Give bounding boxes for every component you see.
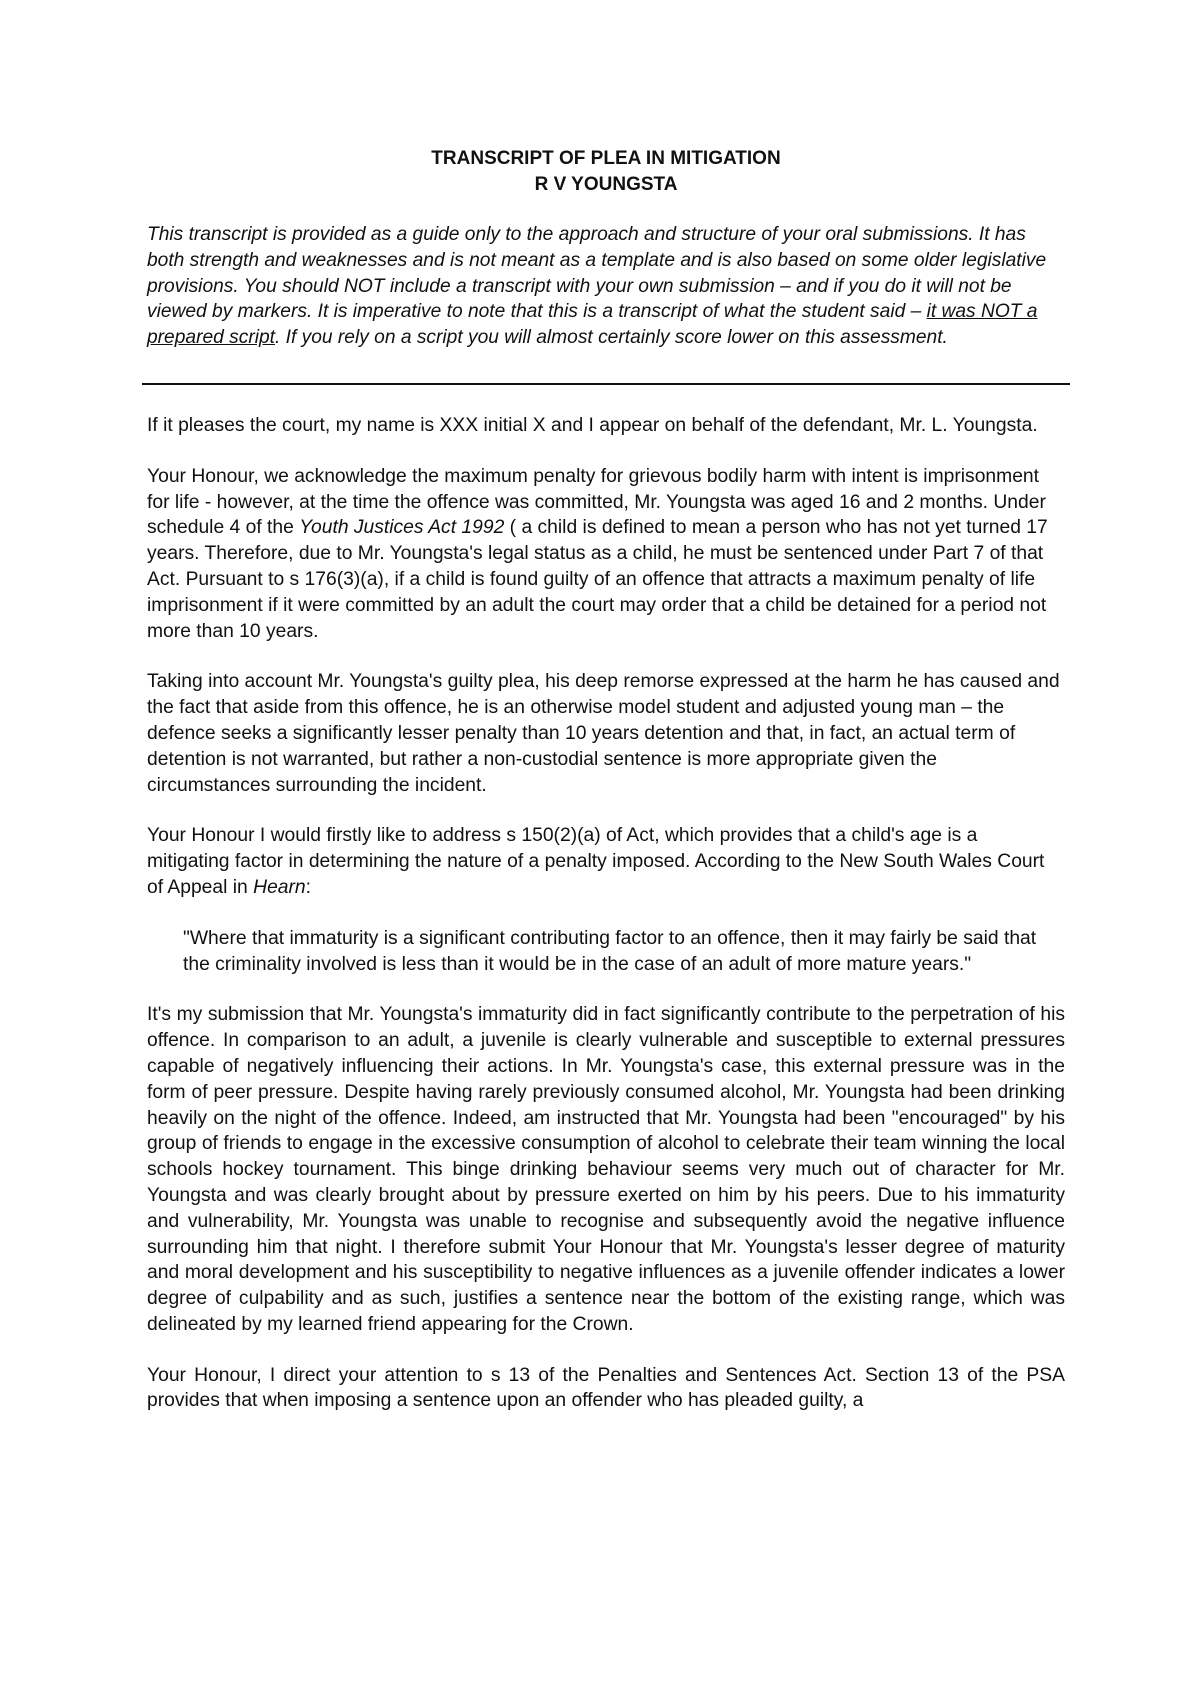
- document-content: [147, 146, 1065, 1439]
- block-quote: "Where that immaturity is a significant contributing factor to an offence, then it may fairly be said that the criminality involved is less than it would be in the case of an adult of more mature years.": [183, 927, 1037, 975]
- case-name: Hearn: [253, 876, 306, 898]
- intro-note-text-end: . If you rely on a script you will almost certainly score lower on this assessment.: [274, 327, 948, 349]
- paragraph-text: Your Honour, we acknowledge the maximum penalty for grievous bodily harm with intent is imprisonment for life - however, at the time the offence was committed, Mr. Youngsta was aged 16 and 2 months. Under schedule 4 of the: [147, 465, 1046, 539]
- paragraph-age-mitigation: [147, 823, 1065, 900]
- paragraph-immaturity-submission: It's my submission that Mr. Youngsta's immaturity did in fact significantly contribute to the perpetration of his offence. In comparison to an adult, a juvenile is clearly vulnerable and susceptible to external pressures capable of negatively influencing their actions. In Mr. Youngsta's case, this external pressure was in the form of peer pressure. Despite having rarely previously consumed alcohol, Mr. Youngsta had been drinking heavily on the night of the offence. Indeed, am instructed that Mr. Youngsta had been "encouraged" by his group of friends to engage in the excessive consumption of alcohol to celebrate their team winning the local schools hockey tournament. This binge drinking behaviour seems very much out of character for Mr. Youngsta and was clearly brought about by pressure exerted on him by his peers. Due to his immaturity and vulnerability, Mr. Youngsta was unable to recognise and subsequently avoid the negative influence surrounding him that night. I therefore submit Your Honour that Mr. Youngsta's lesser degree of maturity and moral development and his susceptibility to negative influences as a juvenile offender indicates a lower degree of culpability and as such, justifies a sentence near the bottom of the existing range, which was delineated by my learned friend appearing for the Crown.: [147, 1004, 1065, 1335]
- act-name: Youth Justices Act 1992: [299, 517, 505, 539]
- paragraph-text: ( a child is defined to mean a person who has not yet turned 17 years. Therefore, due to Mr. Youngsta's legal status as a child, he must be sentenced under Part 7 of that Act. Pursuant to s 176(3)(a), if a child is found guilty of an offence that attracts a maximum penalty of life imprisonment if it were committed by an adult the court may order that a child be detained for a period not more than 10 years.: [147, 517, 1048, 642]
- paragraph-text: :: [305, 876, 312, 898]
- title-line-1: TRANSCRIPT OF PLEA IN MITIGATION: [431, 148, 781, 169]
- title-line-2: R V YOUNGSTA: [534, 174, 678, 195]
- intro-note-underlined: it was NOT a prepared script: [147, 301, 1038, 349]
- paragraph-text: Your Honour I would firstly like to address s 150(2)(a) of Act, which provides that a child's age is a mitigating factor in determining the nature of a penalty imposed. According to the New South Wales Court of Appeal in: [147, 825, 1045, 898]
- paragraph-defence-position: Taking into account Mr. Youngsta's guilty plea, his deep remorse expressed at the harm he has caused and the fact that aside from this offence, he is an otherwise model student and adjusted young man – the defence seeks a significantly lesser penalty than 10 years detention and that, in fact, an actual term of detention is not warranted, but rather a non-custodial sentence is more appropriate given the circumstances surrounding the incident.: [147, 671, 1060, 796]
- section-divider: [142, 383, 1070, 385]
- intro-note: [147, 222, 1065, 351]
- paragraph-guilty-plea: Your Honour, I direct your attention to s 13 of the Penalties and Sentences Act. Section 13 of the PSA provides that when imposing a sentence upon an offender who has pleaded guilty, a: [147, 1364, 1065, 1412]
- document-title: [147, 146, 1065, 198]
- paragraph-introduction: If it pleases the court, my name is XXX initial X and I appear on behalf of the defendant, Mr. L. Youngsta.: [147, 414, 1038, 436]
- intro-note-text: This transcript is provided as a guide only to the approach and structure of your oral submissions. It has both strength and weaknesses and is not meant as a template and is also based on some older legislative provisions. You should NOT include a transcript with your own submission – and if you do it will not be viewed by markers. It is imperative to note that this is a transcript of what the student said –: [147, 224, 1047, 323]
- paragraph-maximum-penalty: [147, 464, 1065, 645]
